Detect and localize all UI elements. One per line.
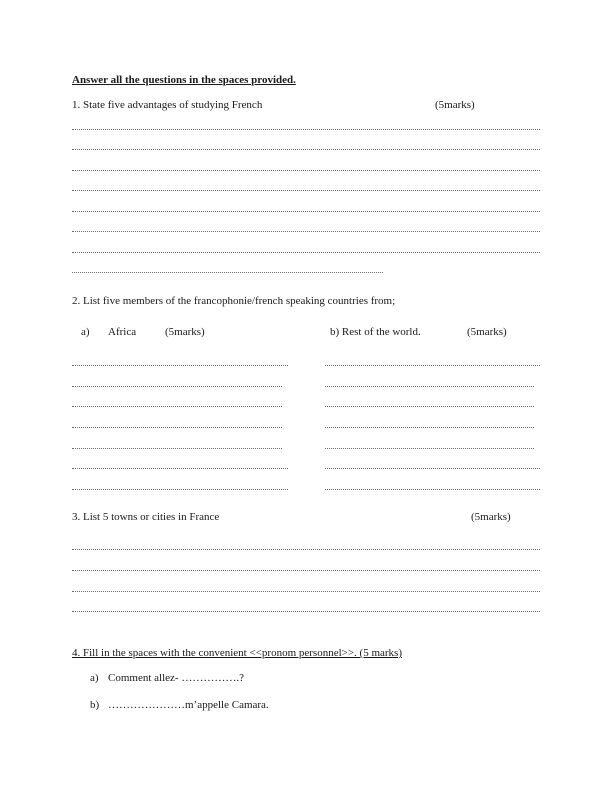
item-a-text-after: ? bbox=[239, 672, 244, 684]
item-a-text-before: Comment allez- bbox=[108, 672, 182, 684]
item-a-sentence bbox=[108, 672, 244, 685]
question-3-text: 3. List 5 towns or cities in France bbox=[72, 511, 220, 523]
part-a-label: a) bbox=[81, 326, 90, 338]
answer-line[interactable] bbox=[72, 252, 540, 253]
part-a-marks: (5marks) bbox=[165, 326, 205, 338]
answer-line[interactable] bbox=[72, 149, 540, 150]
question-1-marks: (5marks) bbox=[435, 99, 475, 111]
answer-line[interactable] bbox=[72, 365, 288, 366]
answer-line[interactable] bbox=[72, 406, 282, 407]
answer-line[interactable] bbox=[72, 427, 282, 428]
instructions-heading: Answer all the questions in the spaces provided. bbox=[72, 74, 296, 86]
question-4-text: 4. Fill in the spaces with the convenient <<pronom personnel>>. (5 marks) bbox=[72, 647, 402, 659]
item-b-sentence bbox=[108, 699, 269, 712]
answer-line[interactable] bbox=[72, 231, 540, 232]
answer-line[interactable] bbox=[72, 611, 540, 612]
answer-line[interactable] bbox=[325, 448, 534, 449]
answer-line[interactable] bbox=[72, 211, 540, 212]
item-a-blank[interactable]: ……………. bbox=[181, 672, 240, 684]
answer-line[interactable] bbox=[72, 448, 282, 449]
answer-line[interactable] bbox=[325, 468, 540, 469]
answer-line[interactable] bbox=[72, 591, 540, 592]
answer-line[interactable] bbox=[325, 406, 534, 407]
question-3-marks: (5marks) bbox=[471, 511, 511, 523]
answer-line[interactable] bbox=[325, 427, 534, 428]
answer-line[interactable] bbox=[72, 170, 540, 171]
answer-line[interactable] bbox=[325, 489, 540, 490]
part-a-text: Africa bbox=[108, 326, 137, 338]
answer-line[interactable] bbox=[72, 489, 288, 490]
item-b-label: b) bbox=[90, 699, 100, 711]
item-a-label: a) bbox=[90, 672, 99, 684]
answer-line[interactable] bbox=[72, 468, 288, 469]
answer-line[interactable] bbox=[72, 549, 540, 550]
answer-line[interactable] bbox=[72, 272, 383, 273]
answer-line[interactable] bbox=[72, 386, 282, 387]
part-b-marks: (5marks) bbox=[467, 326, 507, 338]
answer-line[interactable] bbox=[72, 129, 540, 130]
question-2-text: 2. List five members of the francophonie/french speaking countries from; bbox=[72, 295, 396, 307]
item-b-text-after: m’appelle Camara. bbox=[185, 699, 269, 711]
answer-line[interactable] bbox=[72, 570, 540, 571]
answer-line[interactable] bbox=[72, 190, 540, 191]
answer-line[interactable] bbox=[325, 386, 534, 387]
question-1-text: 1. State five advantages of studying French bbox=[72, 99, 263, 111]
item-b-blank[interactable]: ………………… bbox=[108, 699, 185, 711]
part-b-text: b) Rest of the world. bbox=[330, 326, 421, 338]
answer-line[interactable] bbox=[325, 365, 540, 366]
